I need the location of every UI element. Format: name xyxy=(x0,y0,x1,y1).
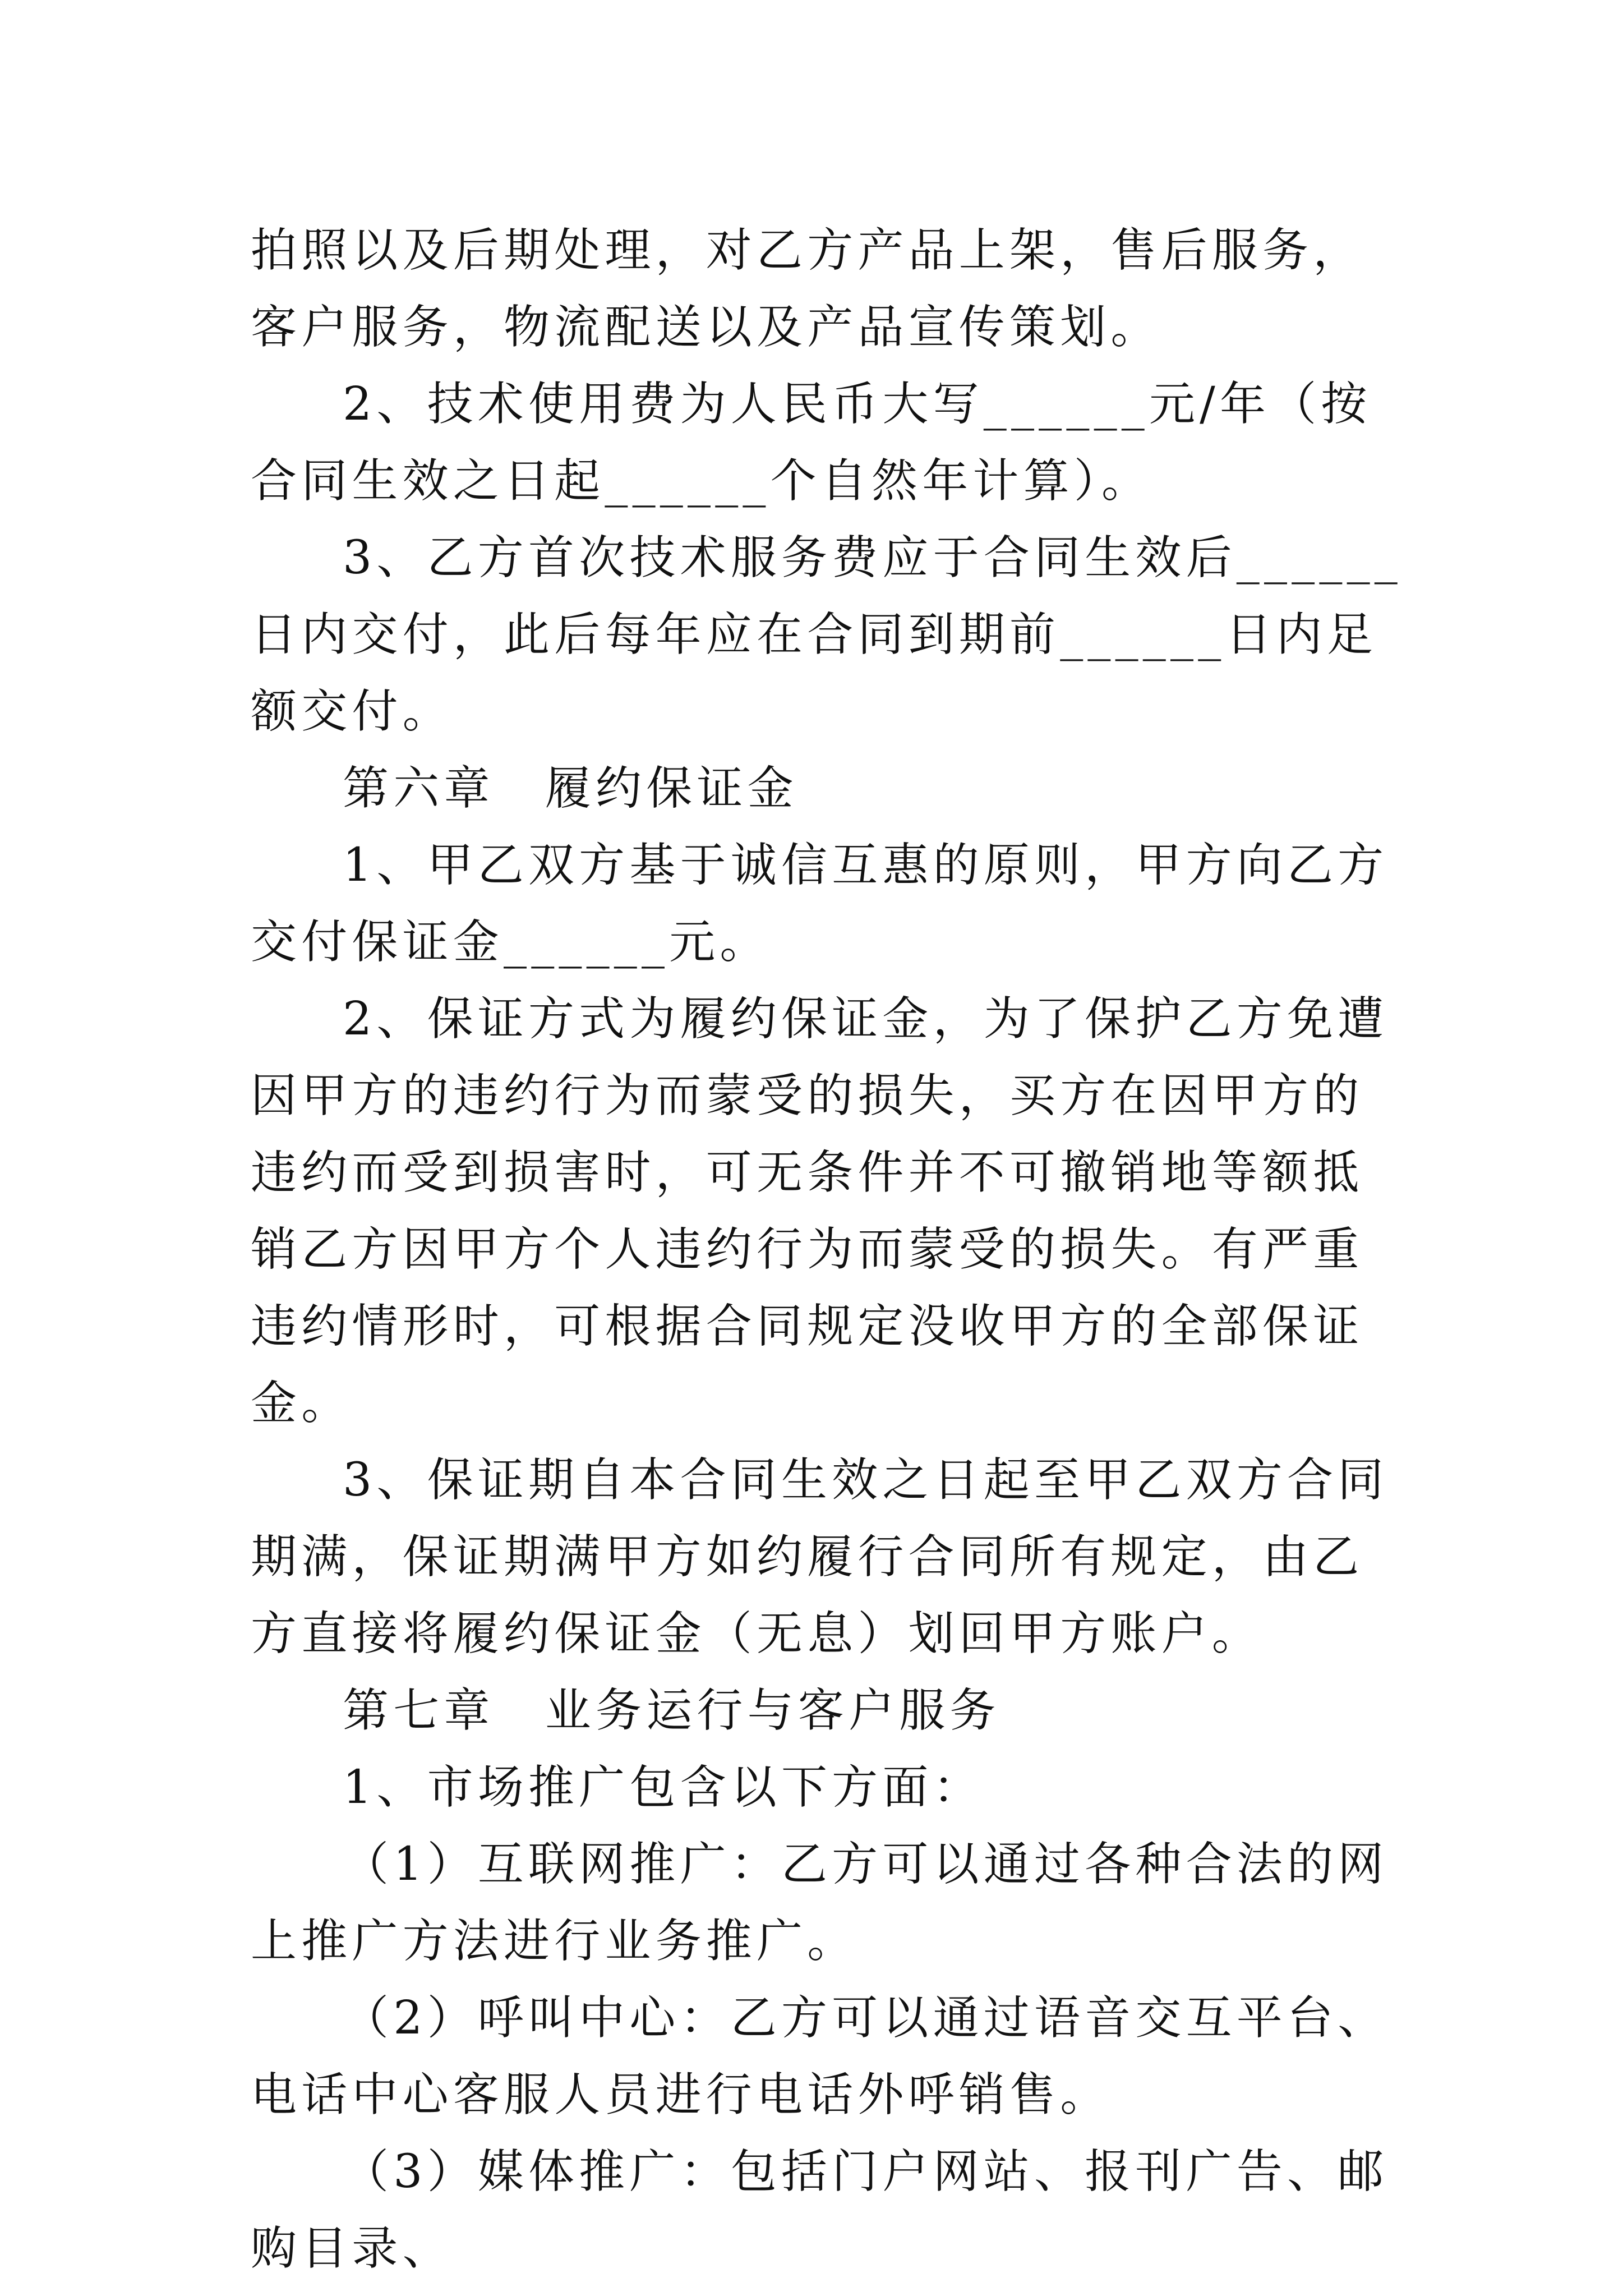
paragraph-tech-fee: 2、技术使用费为人民币大写______元/年（按合同生效之日起______个自然年计算）。 xyxy=(251,378,1372,508)
chapter-seven-heading: 第七章 业务运行与客户服务 xyxy=(343,1684,1000,1737)
paragraph-deposit-period: 3、保证期自本合同生效之日起至甲乙双方合同期满，保证期满甲方如约履行合同所有规定，由乙方直接将履约保证金（无息）划回甲方账户。 xyxy=(251,1453,1389,1660)
paragraph-media-promotion: （3）媒体推广：包括门户网站、报刊广告、邮购目录、 xyxy=(251,2145,1389,2275)
paragraph-continuation: 拍照以及后期处理，对乙方产品上架，售后服务，客户服务，物流配送以及产品宣传策划。 xyxy=(251,224,1364,354)
paragraph-call-center: （2）呼叫中心：乙方可以通过语音交互平台、电话中心客服人员进行电话外呼销售。 xyxy=(251,1991,1389,2122)
paragraph-internet-promotion: （1）互联网推广：乙方可以通过各种合法的网上推广方法进行业务推广。 xyxy=(251,1838,1389,1968)
paragraph-first-payment: 3、乙方首次技术服务费应于合同生效后______日内交付，此后每年应在合同到期前______日内足额交付。 xyxy=(251,531,1402,738)
paragraph-marketing-intro: 1、市场推广包含以下方面： xyxy=(343,1761,984,1814)
document-body xyxy=(251,212,1406,2287)
chapter-six-heading: 第六章 履约保证金 xyxy=(343,762,798,815)
paragraph-deposit-amount: 1、甲乙双方基于诚信互惠的原则，甲方向乙方交付保证金______元。 xyxy=(251,839,1389,969)
paragraph-deposit-method: 2、保证方式为履约保证金，为了保护乙方免遭因甲方的违约行为而蒙受的损失，买方在因甲方的违约而受到损害时，可无条件并不可撤销地等额抵销乙方因甲方个人违约行为而蒙受的损失。有严重违约情形时，可根据合同规定没收甲方的全部保证金。 xyxy=(251,992,1389,1430)
